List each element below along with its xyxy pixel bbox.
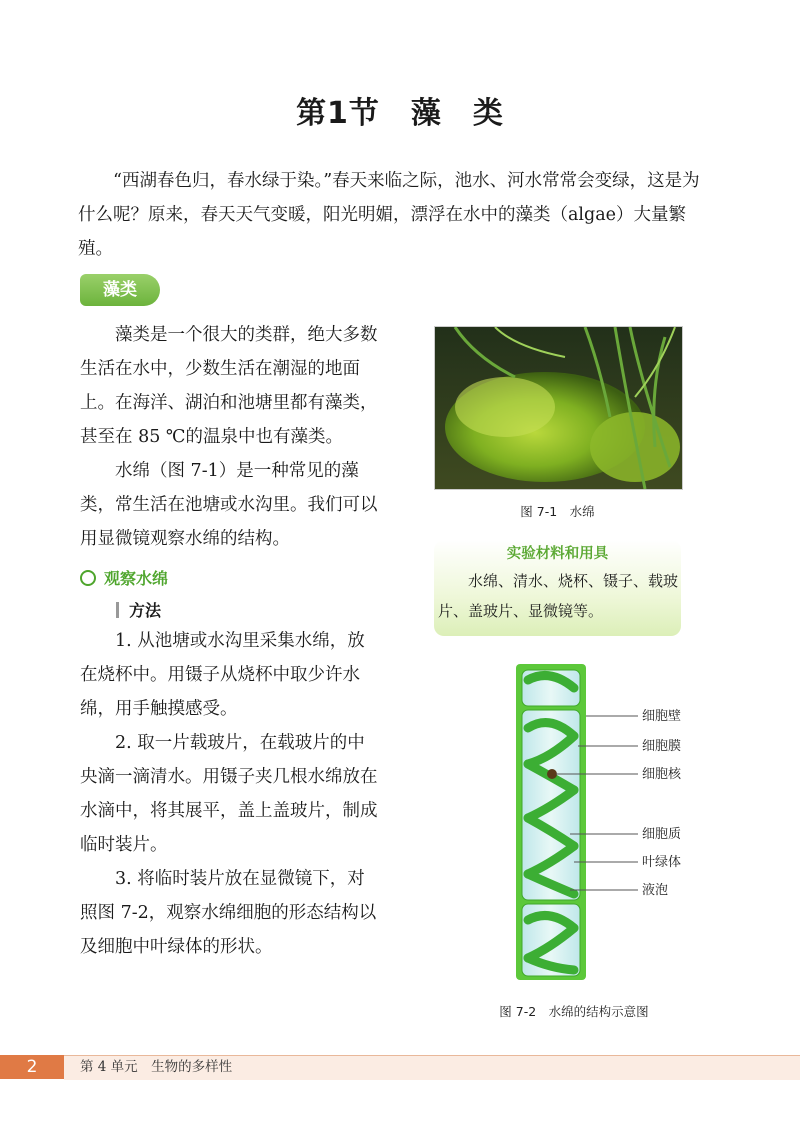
figure-7-1-caption: 图 7-1 水绵 <box>520 504 595 519</box>
label-cell-wall: 细胞壁 <box>642 709 682 724</box>
label-nucleus: 细胞核 <box>642 767 682 782</box>
materials-text: 水绵、清水、烧杯、镊子、载玻片、盖玻片、显微镜等。 <box>438 572 679 620</box>
materials-title: 实验材料和用具 <box>506 546 609 562</box>
label-cytoplasm: 细胞质 <box>642 827 682 842</box>
step-3: 3. 将临时装片放在显微镜下，对照图 7-2，观察水绵细胞的形态结构以及细胞中叶绿体的形状。 <box>80 869 377 957</box>
section-label-algae: 藻类 <box>80 274 160 306</box>
activity-title: 观察水绵 <box>104 569 169 588</box>
method-heading <box>116 598 161 621</box>
step-2: 2. 取一片载玻片，在载玻片的中央滴一滴清水。用镊子夹几根水绵放在水滴中，将其展平，盖上盖玻片，制成临时装片。 <box>80 733 378 855</box>
bar-icon <box>116 602 119 618</box>
algae-description <box>80 318 380 556</box>
circle-icon <box>80 570 96 586</box>
paragraph-spirogyra: 水绵（图 7-1）是一种常见的藻类，常生活在池塘或水沟里。我们可以用显微镜观察水绵的结构。 <box>80 461 378 549</box>
method-label: 方法 <box>129 601 162 620</box>
intro-paragraph: “西湖春色归，春水绿于染。”春天来临之际，池水、河水常常会变绿，这是为什么呢？原来，春天天气变暖，阳光明媚，漂浮在水中的藻类（algae）大量繁殖。 <box>78 171 700 259</box>
footer-unit: 第 4 单元 生物的多样性 <box>80 1059 233 1075</box>
method-steps <box>80 624 380 964</box>
spirogyra-photo <box>434 326 683 490</box>
label-chloroplast: 叶绿体 <box>642 855 682 870</box>
page-number: 2 <box>0 1055 64 1079</box>
page-title: 第1节 藻 类 <box>296 96 504 131</box>
activity-heading <box>80 566 168 589</box>
label-cell-membrane: 细胞膜 <box>642 739 682 754</box>
step-1: 1. 从池塘或水沟里采集水绵，放在烧杯中。用镊子从烧杯中取少许水绵，用手触摸感受。 <box>80 631 365 719</box>
materials-box <box>434 540 681 636</box>
spirogyra-structure-diagram <box>470 658 700 988</box>
nucleus <box>547 769 557 779</box>
paragraph-algae: 藻类是一个很大的类群，绝大多数生活在水中，少数生活在潮湿的地面上。在海洋、湖泊和池塘里都有藻类，甚至在 85 ℃的温泉中也有藻类。 <box>80 325 378 447</box>
label-vacuole: 液泡 <box>642 883 669 898</box>
figure-7-2-caption: 图 7-2 水绵的结构示意图 <box>499 1004 649 1019</box>
